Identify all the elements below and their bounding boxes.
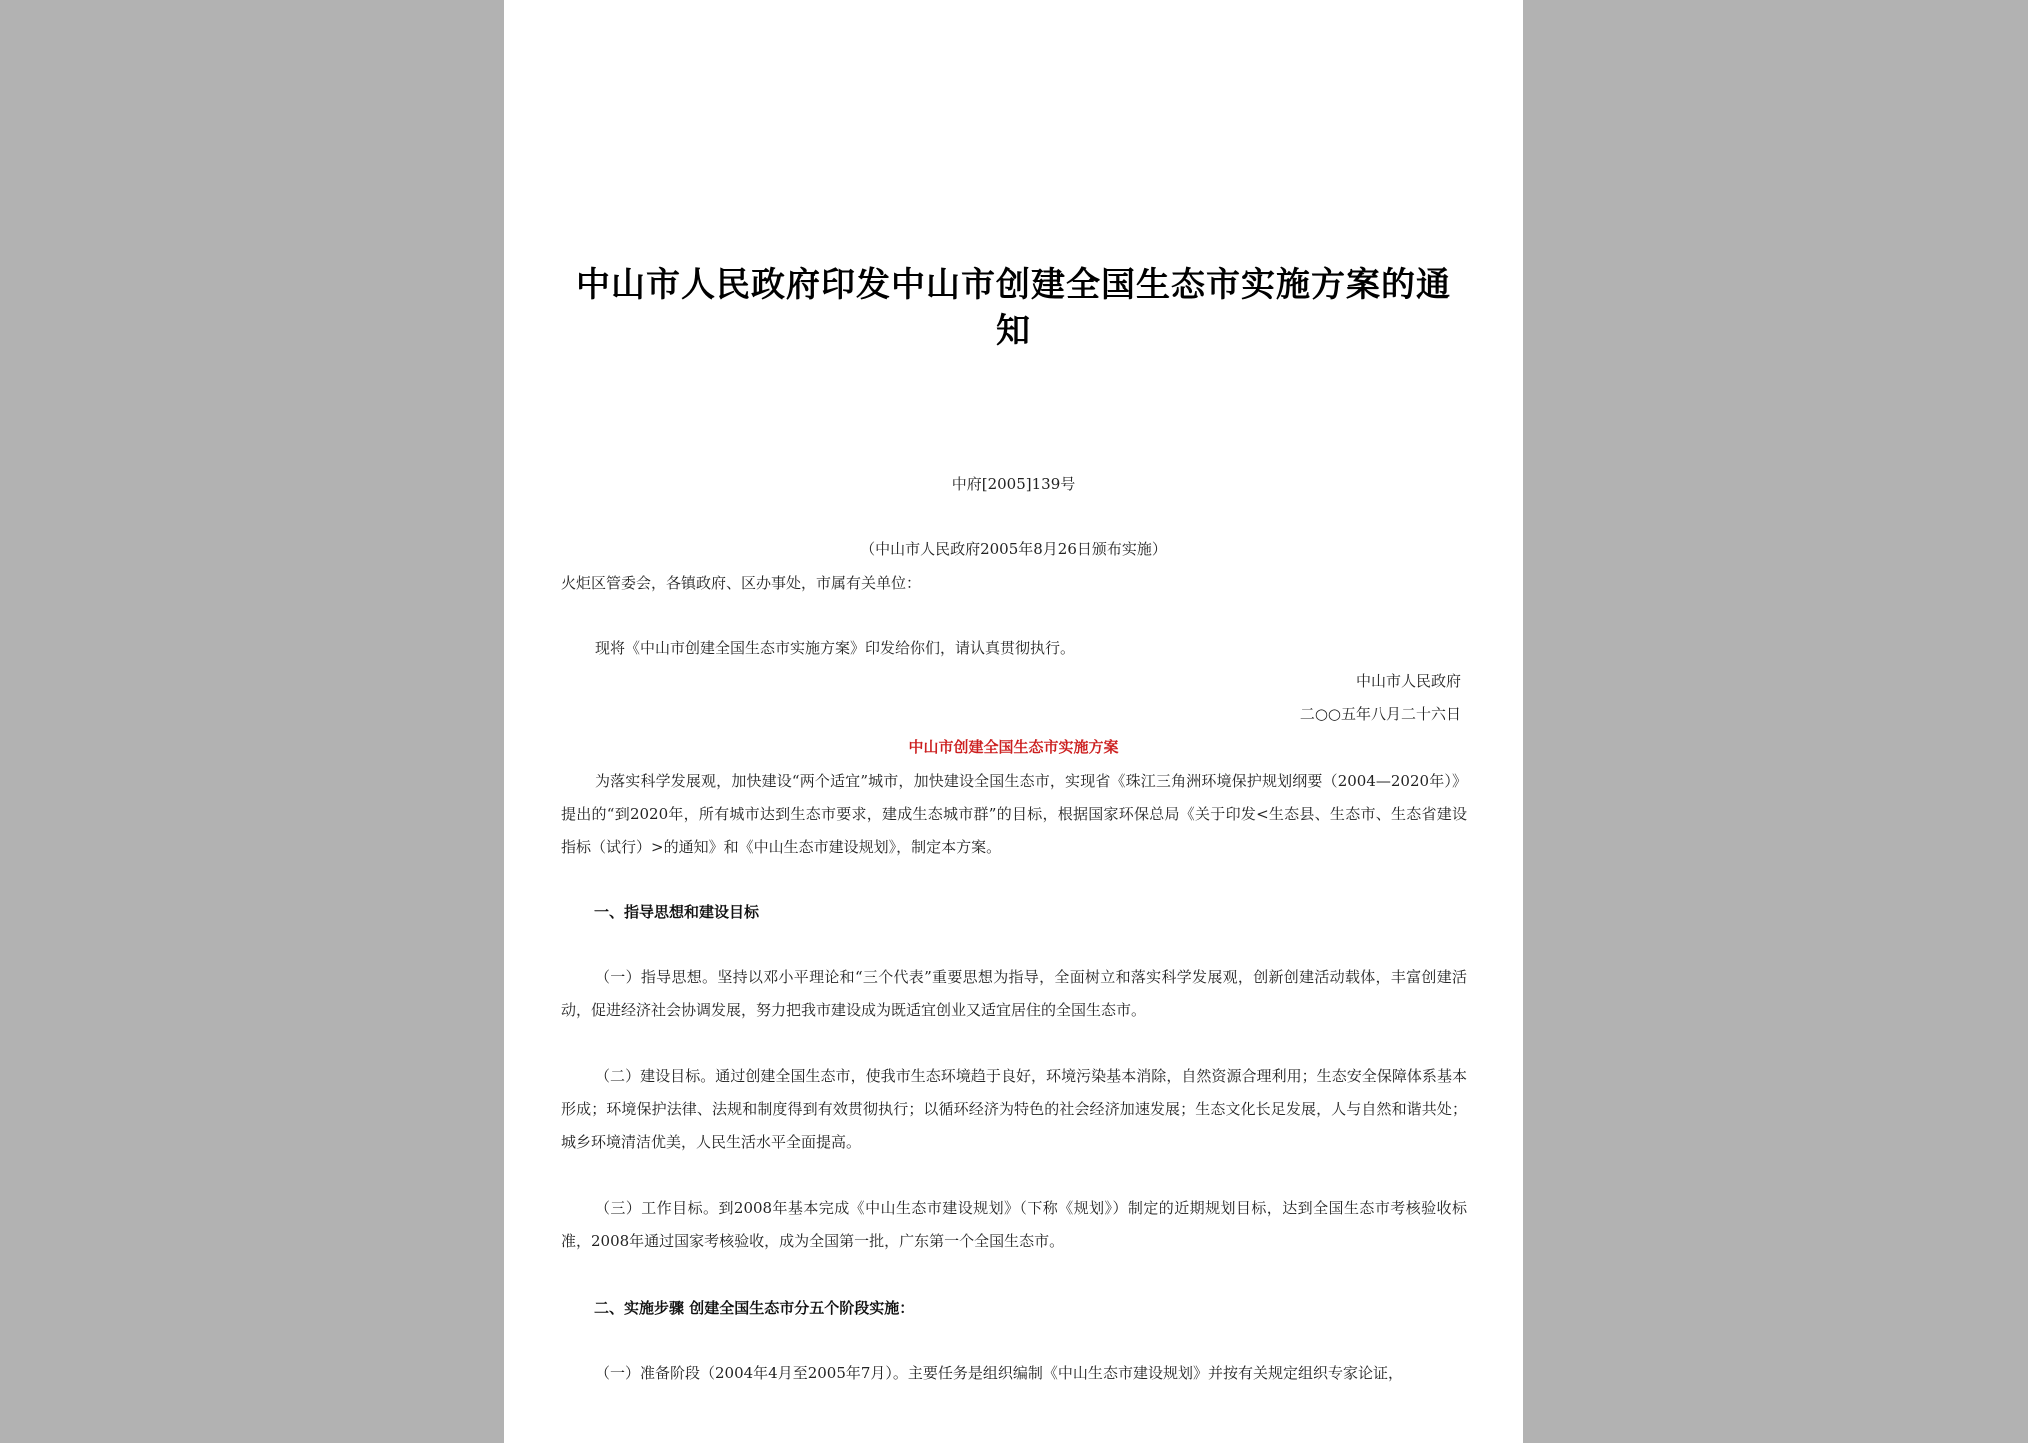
document-number: 中府[2005]139号 — [951, 475, 1076, 493]
plan-preamble: 为落实科学发展观，加快建设“两个适宜”城市，加快建设全国生态市，实现省《珠江三角洲环境保护规划纲要（2004—2020年）》提出的“到2020年，所有城市达到生态市要求，建成生态城市群”的目标，根据国家环保总局《关于印发<生态县、生态市、生态省建设指标（试行）>的通知》和《中山生态市建设规划》，制定本方案。 — [561, 772, 1467, 856]
issue-note: （中山市人民政府2005年8月26日颁布实施） — [860, 540, 1167, 558]
intro-text: 现将《中山市创建全国生态市实施方案》印发给你们，请认真贯彻执行。 — [595, 639, 1076, 657]
paragraph-work-goals: （三）工作目标。到2008年基本完成《中山生态市建设规划》（下称《规划》）制定的近期规划目标，达到全国生态市考核验收标准，2008年通过国家考核验收，成为全国第一批，广东第一个全国生态市。 — [561, 1199, 1467, 1250]
plan-title: 中山市创建全国生态市实施方案 — [908, 738, 1119, 756]
paragraph-guiding-ideology: （一）指导思想。坚持以邓小平理论和“三个代表”重要思想为指导，全面树立和落实科学发展观，创新创建活动载体，丰富创建活动，促进经济社会协调发展，努力把我市建设成为既适宜创业又适宜居住的全国生态市。 — [561, 968, 1467, 1019]
document-page — [504, 0, 1523, 1443]
paragraph-construction-goals: （二）建设目标。通过创建全国生态市，使我市生态环境趋于良好，环境污染基本消除，自然资源合理利用；生态安全保障体系基本形成；环境保护法律、法规和制度得到有效贯彻执行；以循环经济为特色的社会经济加速发展；生态文化长足发展，人与自然和谐共处；城乡环境清洁优美，人民生活水平全面提高。 — [561, 1067, 1467, 1151]
section-1-heading: 一、指导思想和建设目标 — [594, 903, 760, 921]
issue-date: 二○○五年八月二十六日 — [1299, 705, 1461, 723]
document-title: 中山市人民政府印发中山市创建全国生态市实施方案的通知 — [576, 265, 1451, 351]
addressee: 火炬区管委会，各镇政府、区办事处，市属有关单位： — [561, 574, 922, 592]
paragraph-preparation-stage: （一）准备阶段（2004年4月至2005年7月）。主要任务是组织编制《中山生态市建设规划》并按有关规定组织专家论证， — [595, 1364, 1403, 1382]
section-2-heading: 二、实施步骤 创建全国生态市分五个阶段实施： — [594, 1299, 915, 1317]
issuer-signature: 中山市人民政府 — [1355, 672, 1461, 690]
